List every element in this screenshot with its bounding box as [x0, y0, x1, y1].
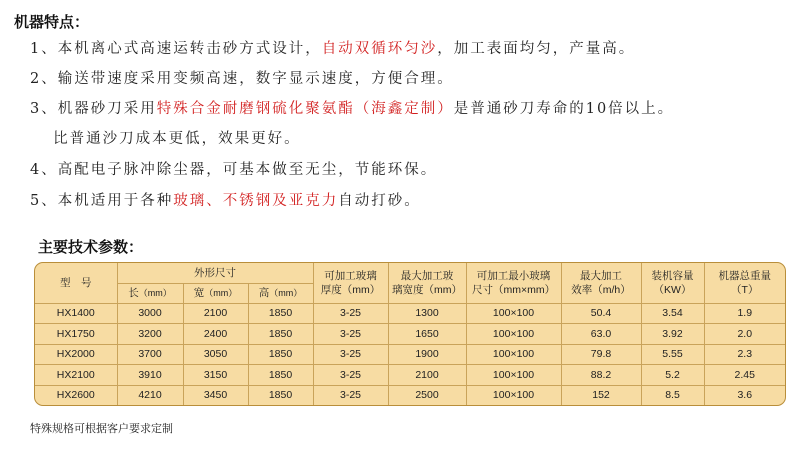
table-cell: 3-25 [313, 344, 388, 365]
table-cell: 1850 [248, 385, 313, 405]
table-cell: 2.45 [704, 365, 785, 386]
table-cell: 63.0 [561, 324, 641, 345]
specs-table [35, 263, 785, 405]
feature-line [30, 189, 421, 210]
table-cell: 3-25 [313, 365, 388, 386]
table-cell: 3910 [117, 365, 183, 386]
feature-line [30, 127, 301, 148]
table-cell: 1300 [388, 303, 466, 324]
feature-line [30, 67, 454, 88]
feature-highlight: 玻璃、不锈钢及亚克力 [173, 193, 339, 209]
table-row [35, 344, 785, 365]
table-cell: 4210 [117, 385, 183, 405]
feature-line [30, 97, 674, 118]
header-power: 装机容量 （KW） [641, 263, 704, 303]
table-cell: 2.3 [704, 344, 785, 365]
header-model: 型 号 [35, 263, 117, 303]
table-cell: 2.0 [704, 324, 785, 345]
features-heading: 机器特点： [14, 13, 90, 31]
feature-text: ，加工表面均匀，产量高。 [437, 41, 636, 57]
table-cell: 88.2 [561, 365, 641, 386]
header-height: 高（mm） [248, 283, 313, 303]
table-cell: HX1400 [35, 303, 117, 324]
table-cell: HX1750 [35, 324, 117, 345]
specs-heading: 主要技术参数： [38, 238, 144, 256]
table-cell: 152 [561, 385, 641, 405]
table-cell: 3450 [183, 385, 248, 405]
table-cell: 3150 [183, 365, 248, 386]
table-row [35, 303, 785, 324]
header-length: 长（mm） [117, 283, 183, 303]
table-cell: 1850 [248, 303, 313, 324]
feature-line [30, 158, 437, 179]
table-cell: 50.4 [561, 303, 641, 324]
table-cell: 1850 [248, 324, 313, 345]
table-row [35, 385, 785, 405]
table-cell: 3200 [117, 324, 183, 345]
table-cell: 1.9 [704, 303, 785, 324]
header-width: 宽（mm） [183, 283, 248, 303]
table-cell: 2100 [388, 365, 466, 386]
header-min-size: 可加工最小玻璃 尺寸（mm×mm） [466, 263, 561, 303]
table-cell: 100×100 [466, 324, 561, 345]
header-thickness: 可加工玻璃 厚度（mm） [313, 263, 388, 303]
table-cell: 100×100 [466, 365, 561, 386]
table-cell: 2400 [183, 324, 248, 345]
feature-text: 3、机器砂刀采用 [30, 101, 157, 117]
table-cell: 1850 [248, 365, 313, 386]
table-cell: 3-25 [313, 385, 388, 405]
feature-text: 比普通沙刀成本更低，效果更好。 [30, 131, 301, 147]
feature-text: 是普通砂刀寿命的10倍以上。 [453, 101, 675, 117]
table-cell: 5.55 [641, 344, 704, 365]
feature-text: 4、高配电子脉冲除尘器，可基本做至无尘，节能环保。 [30, 162, 438, 178]
table-cell: HX2000 [35, 344, 117, 365]
table-cell: HX2100 [35, 365, 117, 386]
table-cell: 2100 [183, 303, 248, 324]
table-cell: 3.54 [641, 303, 704, 324]
table-cell: 3.6 [704, 385, 785, 405]
table-cell: 79.8 [561, 344, 641, 365]
header-max-width: 最大加工玻 璃宽度（mm） [388, 263, 466, 303]
header-efficiency: 最大加工 效率（m/h） [561, 263, 641, 303]
table-cell: 3700 [117, 344, 183, 365]
feature-highlight: 自动双循环匀沙 [321, 41, 438, 57]
table-cell: 1650 [388, 324, 466, 345]
table-cell: 8.5 [641, 385, 704, 405]
table-cell: 3050 [183, 344, 248, 365]
feature-line [30, 37, 635, 58]
table-row [35, 324, 785, 345]
table-cell: 100×100 [466, 344, 561, 365]
table-cell: 3-25 [313, 303, 388, 324]
feature-highlight: 特殊合金耐磨钢硫化聚氨酯（海鑫定制） [156, 101, 454, 117]
table-cell: 5.2 [641, 365, 704, 386]
table-cell: 3.92 [641, 324, 704, 345]
table-cell: 100×100 [466, 385, 561, 405]
header-weight: 机器总重量 （T） [704, 263, 785, 303]
feature-text: 5、本机适用于各种 [30, 193, 174, 209]
table-cell: HX2600 [35, 385, 117, 405]
table-row [35, 365, 785, 386]
table-cell: 1850 [248, 344, 313, 365]
specs-table-panel [34, 262, 786, 406]
feature-text: 1、本机离心式高速运转击砂方式设计， [30, 41, 322, 57]
table-cell: 100×100 [466, 303, 561, 324]
feature-text: 自动打砂。 [338, 193, 421, 209]
feature-text: 2、输送带速度采用变频高速，数字显示速度，方便合理。 [30, 71, 454, 87]
table-cell: 3-25 [313, 324, 388, 345]
table-cell: 3000 [117, 303, 183, 324]
table-cell: 2500 [388, 385, 466, 405]
table-cell: 1900 [388, 344, 466, 365]
header-dimensions: 外形尺寸 [117, 263, 313, 283]
footnote: 特殊规格可根据客户要求定制 [30, 422, 173, 435]
